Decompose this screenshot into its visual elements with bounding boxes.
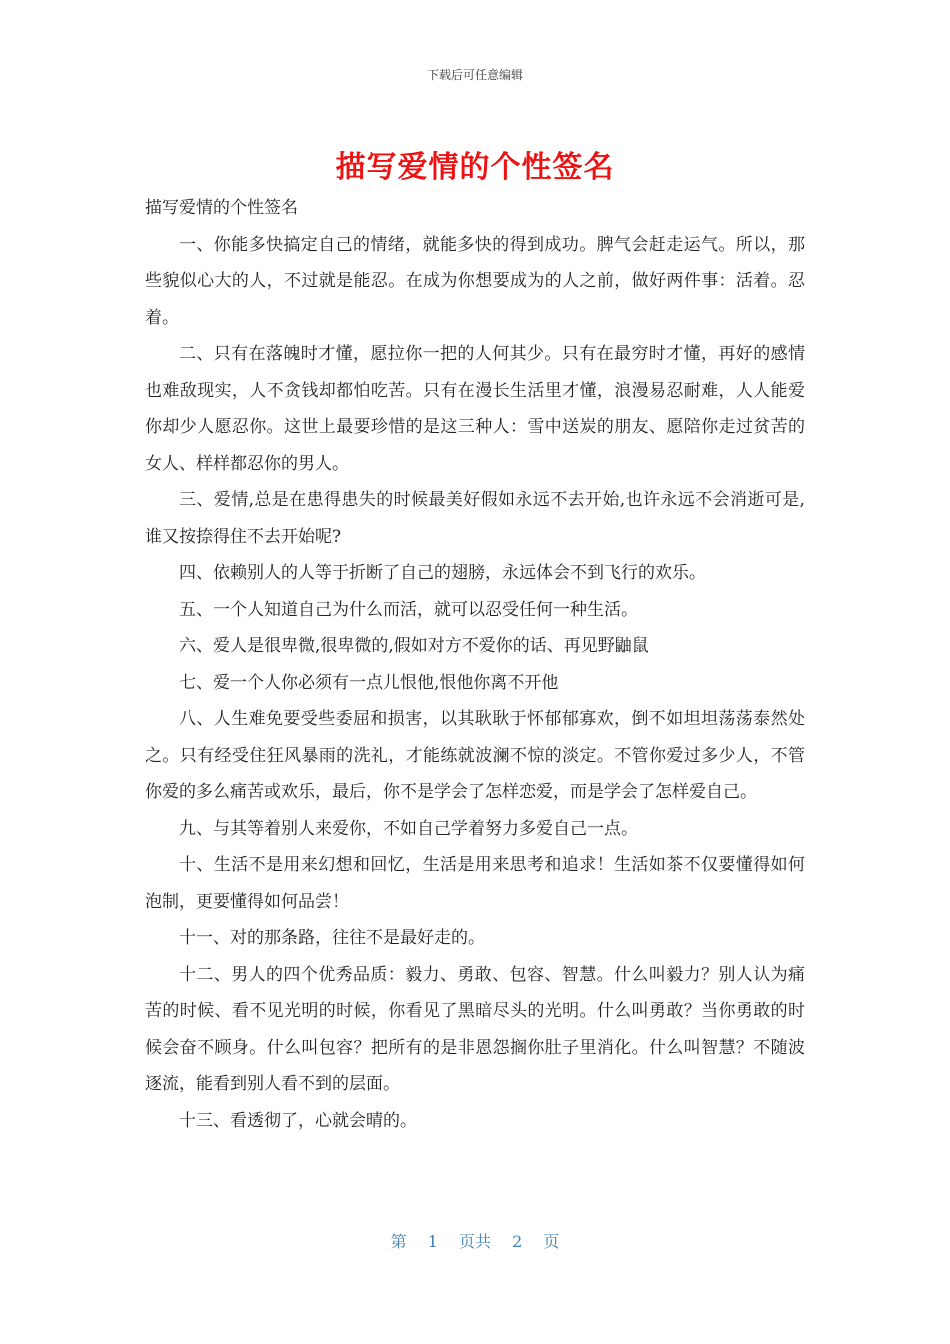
paragraph-10: 十、生活不是用来幻想和回忆，生活是用来思考和追求！生活如茶不仅要懂得如何泡制，更要懂得如何品尝！: [145, 855, 805, 912]
page-footer: [0, 1229, 950, 1252]
paragraph-7: 七、爱一个人你必须有一点儿恨他,恨他你离不开他: [179, 672, 559, 693]
document-body: [145, 190, 805, 1139]
footer-middle: 页共: [458, 1232, 491, 1251]
paragraph-6: 六、爱人是很卑微,很卑微的,假如对方不爱你的话、再见野鼬鼠: [179, 636, 649, 656]
paragraph-5: 五、一个人知道自己为什么而活，就可以忍受任何一种生活。: [179, 599, 638, 620]
paragraph-1: 一、你能多快搞定自己的情绪，就能多快的得到成功。脾气会赶走运气。所以，那些貌似心大的人，不过就是能忍。在成为你想要成为的人之前，做好两件事：活着。忍着。: [145, 234, 805, 328]
paragraph-13: 十三、看透彻了，心就会晴的。: [179, 1110, 417, 1131]
paragraph-12: 十二、男人的四个优秀品质：毅力、勇敢、包容、智慧。什么叫毅力？别人认为痛苦的时候、看不见光明的时候，你看见了黑暗尽头的光明。什么叫勇敢？当你勇敢的时候会奋不顾身。什么叫包容？把所有的是非恩怨搁你肚子里消化。什么叫智慧？不随波逐流，能看到别人看不到的层面。: [145, 964, 805, 1094]
footer-current-page: 1: [427, 1232, 438, 1251]
paragraph-11: 十一、对的那条路，往往不是最好走的。: [179, 928, 485, 948]
paragraph-2: 二、只有在落魄时才懂，愿拉你一把的人何其少。只有在最穷时才懂，再好的感情也难敌现实，人不贪钱却都怕吃苦。只有在漫长生活里才懂，浪漫易忍耐难，人人能爱你却少人愿忍你。这世上最要珍惜的是这三种人：雪中送炭的朋友、愿陪你走过贫苦的女人、样样都忍你的男人。: [145, 344, 805, 474]
paragraph-3: 三、爱情,总是在患得患失的时候最美好假如永远不去开始,也许永远不会消逝可是,谁又按捺得住不去开始呢?: [145, 490, 805, 547]
document-title: 描写爱情的个性签名: [335, 150, 615, 185]
document-subtitle: 描写爱情的个性签名: [145, 198, 298, 218]
page-header-note: 下载后可任意编辑: [426, 68, 523, 82]
paragraph-9: 九、与其等着别人来爱你，不如自己学着努力多爱自己一点。: [179, 818, 638, 839]
paragraph-8: 八、人生难免要受些委屈和损害，以其耿耿于怀郁郁寡欢，倒不如坦坦荡荡泰然处之。只有经受住狂风暴雨的洗礼，才能练就波澜不惊的淡定。不管你爱过多少人，不管你爱的多么痛苦或欢乐，最后，你不是学会了怎样恋爱，而是学会了怎样爱自己。: [145, 709, 805, 802]
paragraph-4: 四、依赖别人的人等于折断了自己的翅膀，永远体会不到飞行的欢乐。: [179, 563, 706, 583]
footer-suffix: 页: [543, 1232, 560, 1251]
footer-prefix: 第: [390, 1232, 407, 1251]
footer-total-pages: 2: [512, 1232, 523, 1251]
